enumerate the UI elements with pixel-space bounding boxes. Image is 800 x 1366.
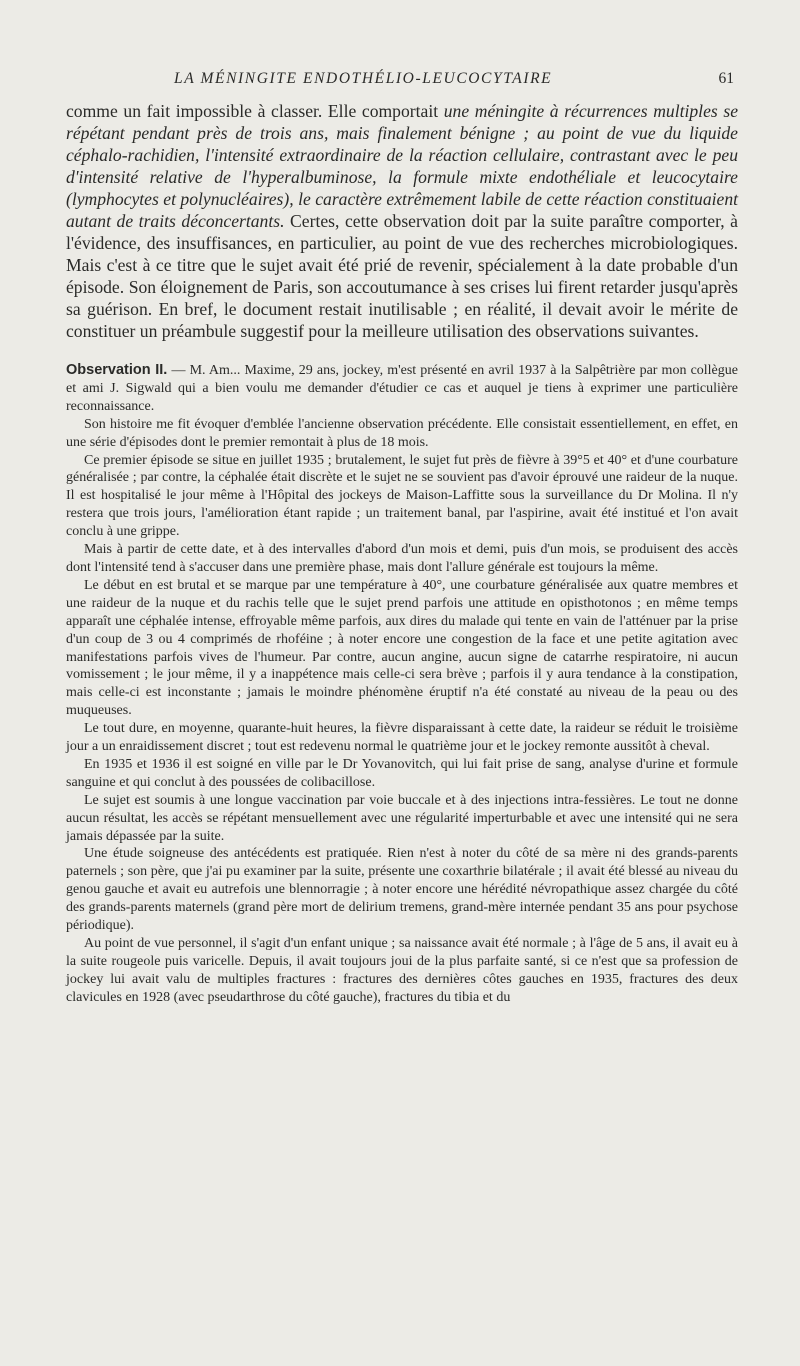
observation-paragraph: Son histoire me fit évoquer d'emblée l'ancienne observation précédente. Elle consistait essentiellement, en effet, en une série d'épisodes dont le premier remontait à plus de 18 mois. — [66, 416, 738, 450]
intro-paragraph — [66, 100, 738, 342]
observation-paragraph: Mais à partir de cette date, et à des intervalles d'abord d'un mois et demi, puis d'un mois, se produisent des accès dont l'intensité tend à s'accuser dans une première phase, mais dont l'allure générale est toujours la même. — [66, 542, 738, 575]
intro-italic-passage: une méningite à récurrences multiples se répétant pendant près de trois ans, mais finalement bénigne ; au point de vue du liquide céphalo-rachidien, l'intensité extraordinaire de la réaction cellulaire, contrastant avec le peu d'intensité relative de l'hyperalbuminose, la formule mixte endothéliale et leucocytaire (lymphocytes et polynucléaires), le caractère extrêmement labile de cette réaction constituaient autant de traits déconcertants. — [66, 101, 739, 231]
observation-paragraph: Le début en est brutal et se marque par une température à 40°, une courbature généralisée aux quatre membres et une raideur de la nuque et du rachis telle que le sujet prend parfois une attitude en opisthotonos ; en même temps apparaît une céphalée intense, effroyable même parfois, aux dires du malade qui tente en vain de l'atténuer par la prise d'un coup de 3 ou 4 comprimés de rhoféine ; à noter encore une congestion de la face et une petite agitation avec manifestations parfois vives de l'humeur. Par contre, aucun angine, aucun signe de catarrhe respiratoire, ni aucun vomissement ; le jour même, il y a inappétence mais celle-ci sera brève ; parfois il y aura tendance à la constipation, mais celle-ci est inconstante ; jamais le moindre phénomène éruptif n'a été constaté au niveau de la peau ou des muqueuses. — [66, 577, 738, 719]
observation-intro-text: — M. Am... Maxime, 29 ans, jockey, m'est présenté en avril 1937 à la Salpêtrière par mon collègue et ami J. Sigwald qui a bien voulu me demander d'étudier ce cas et auquel je tiens à exprimer une particulière reconnaissance. — [66, 363, 738, 414]
observation-heading: Observation II. — [66, 362, 168, 378]
observation-paragraph: Le sujet est soumis à une longue vaccination par voie buccale et à des injections intra-fessières. Le tout ne donne aucun résultat, les accès se répétant mensuellement avec une régularité imperturbable et avec une intensité qui ne sera jamais dépassée par la suite. — [66, 792, 738, 844]
observation-section — [66, 362, 738, 1007]
running-title: LA MÉNINGITE ENDOTHÉLIO-LEUCOCYTAIRE — [174, 70, 553, 87]
intro-text-end: Certes, cette observation doit par la suite paraître comporter, à l'évidence, des insuffisances, en particulier, au point de vue des recherches microbiologiques. Mais c'est à ce titre que le sujet avait été prié de revenir, spécialement à la date probable d'un épisode. Son éloignement de Paris, son accoutumance à ses crises lui firent retarder jusqu'après sa guérison. En bref, le document restait inutilisable ; en réalité, il devait avoir le mérite de constituer un préambule suggestif pour la meilleure utilisation des observations suivantes. — [66, 211, 738, 341]
observation-paragraph — [66, 362, 738, 416]
observation-paragraph: Ce premier épisode se situe en juillet 1935 ; brutalement, le sujet fut près de fièvre à 39°5 et 40° et d'une courbature généralisée ; par contre, la céphalée était discrète et le sujet ne se souvient pas d'avoir éprouvé une raideur de la nuque. Il est hospitalisé le jour même à l'Hôpital des jockeys de Maison-Laffitte sous la surveillance du Dr Molina. Il n'y restera que trois jours, l'amélioration étant rapide ; un traitement banal, par l'aspirine, avait été institué et l'on avait conclu à une grippe. — [66, 452, 738, 540]
observation-paragraph: Au point de vue personnel, il s'agit d'un enfant unique ; sa naissance avait été normale ; à l'âge de 5 ans, il avait eu à la suite rougeole puis varicelle. Depuis, il avait toujours joui de la plus parfaite santé, si ce n'est que sa profession de jockey lui avait valu de multiples fractures : fractures des dernières côtes gauches en 1935, fractures des deux clavicules en 1928 (avec pseudarthrose du côté gauche), fractures du tibia et du — [66, 936, 738, 1005]
page-number: 61 — [718, 70, 734, 87]
observation-paragraph: Le tout dure, en moyenne, quarante-huit heures, la fièvre disparaissant à cette date, la raideur se réduit le troisième jour a un enraidissement discret ; tout est redevenu normal le quatrième jour et le jockey remonte aussitôt à cheval. — [66, 721, 738, 755]
observation-paragraph: Une étude soigneuse des antécédents est pratiquée. Rien n'est à noter du côté de sa mère ni des grands-parents paternels ; son père, que j'ai pu examiner par la suite, présente une coxarthrie bilatérale ; il avait été blessé au niveau du genou gauche et avait eu autrefois une blennorragie ; à noter encore une hérédité névropathique assez chargée du côté des grands-parents maternels (grand père mort de delirium tremens, grand-mère internée pendant 35 ans pour psychose périodique). — [66, 846, 738, 934]
running-head — [66, 66, 738, 100]
intro-text-start: comme un fait impossible à classer. Elle comportait — [66, 101, 444, 121]
observation-paragraph: En 1935 et 1936 il est soigné en ville par le Dr Yovanovitch, qui lui fait prise de sang, analyse d'urine et formule sanguine et qui conclut à des poussées de colibacillose. — [66, 756, 738, 790]
